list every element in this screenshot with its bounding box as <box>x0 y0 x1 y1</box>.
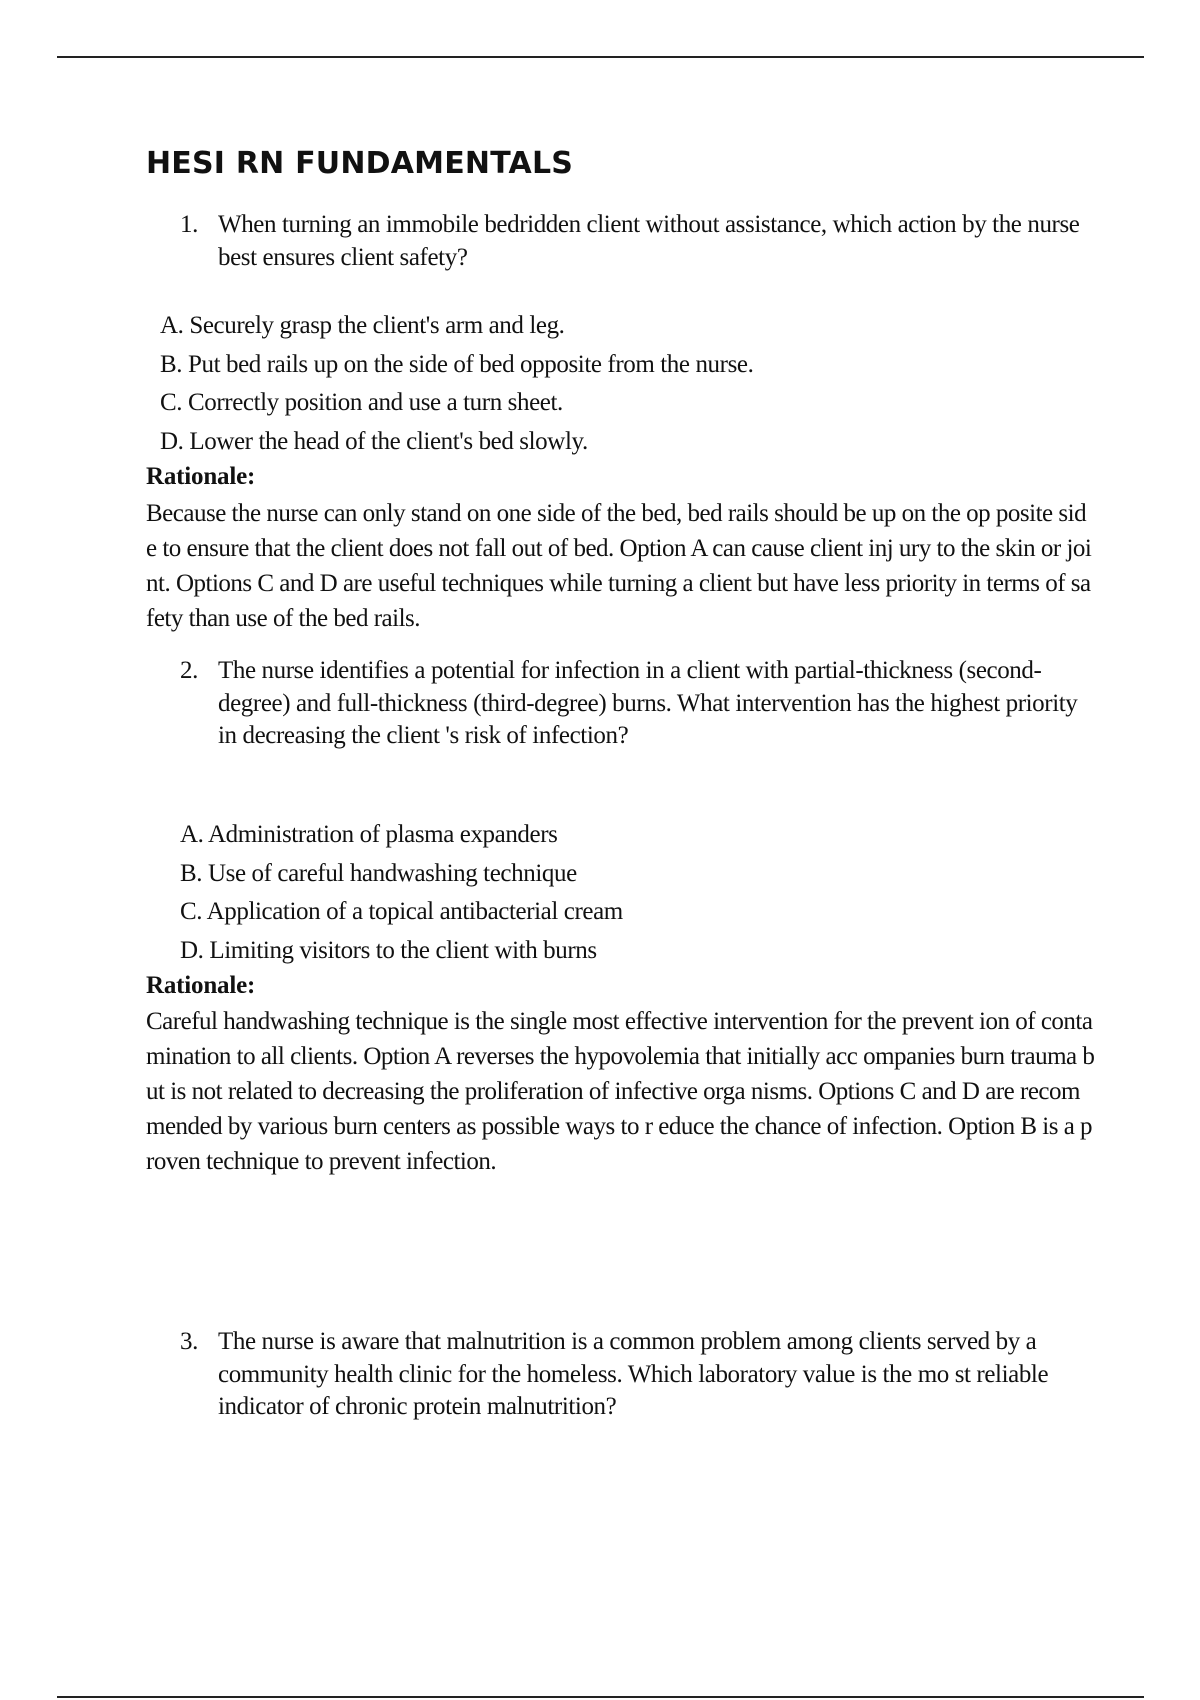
rationale-label: Rationale: <box>146 463 256 490</box>
option-c: C. Correctly position and use a turn sheet. <box>160 389 563 416</box>
question-stem: The nurse identifies a potential for infection in a client with partial-thickness (second-degree) and full-thickness (third-degree) burns. What intervention has the highest priority in decreasing the client 's risk of infection? <box>218 657 1078 749</box>
option-a: A. Securely grasp the client's arm and leg. <box>160 312 565 339</box>
question-1-options <box>160 307 753 461</box>
option-b: B. Put bed rails up on the side of bed opposite from the nurse. <box>160 350 754 378</box>
rationale-text: Because the nurse can only stand on one side of the bed, bed rails should be up on the op posite side to ensure that the client does not fall out of bed. Option A can cause client inj ury to the skin or joint. Options C and D are useful techniques while turning a client but have less priority in terms of safety than use of the bed rails. <box>146 500 1092 632</box>
page-title: HESI RN FUNDAMENTALS <box>146 146 574 181</box>
question-number: 2. <box>180 657 198 684</box>
question-number: 1. <box>180 211 198 238</box>
option-d: D. Limiting visitors to the client with burns <box>180 936 597 964</box>
question-number: 3. <box>180 1328 198 1355</box>
rationale-text: Careful handwashing technique is the single most effective intervention for the prevent ion of contamination to all clients. Option A reverses the hypovolemia that initially acc ompanies burn trauma but is not related to decreasing the proliferation of infective orga nisms. Options C and D are recommended by various burn centers as possible ways to r educe the chance of infection. Option B is a proven technique to prevent infection. <box>146 1008 1095 1175</box>
question-2 <box>180 655 1100 753</box>
option-d: D. Lower the head of the client's bed slowly. <box>160 427 588 455</box>
option-a: A. Administration of plasma expanders <box>180 821 558 848</box>
top-rule <box>57 56 1144 58</box>
question-2-options <box>180 816 623 970</box>
question-stem: When turning an immobile bedridden client without assistance, which action by the nurse best ensures client safety? <box>218 211 1080 271</box>
question-1 <box>180 209 1100 274</box>
rationale-label: Rationale: <box>146 972 256 999</box>
option-b: B. Use of careful handwashing technique <box>180 859 577 887</box>
question-3 <box>180 1326 1100 1424</box>
question-stem: The nurse is aware that malnutrition is a common problem among clients served by a community health clinic for the homeless. Which laboratory value is the mo st reliable indicator of chronic protein malnutrition? <box>218 1328 1049 1420</box>
option-c: C. Application of a topical antibacterial cream <box>180 898 623 925</box>
bottom-rule <box>57 1696 1144 1698</box>
